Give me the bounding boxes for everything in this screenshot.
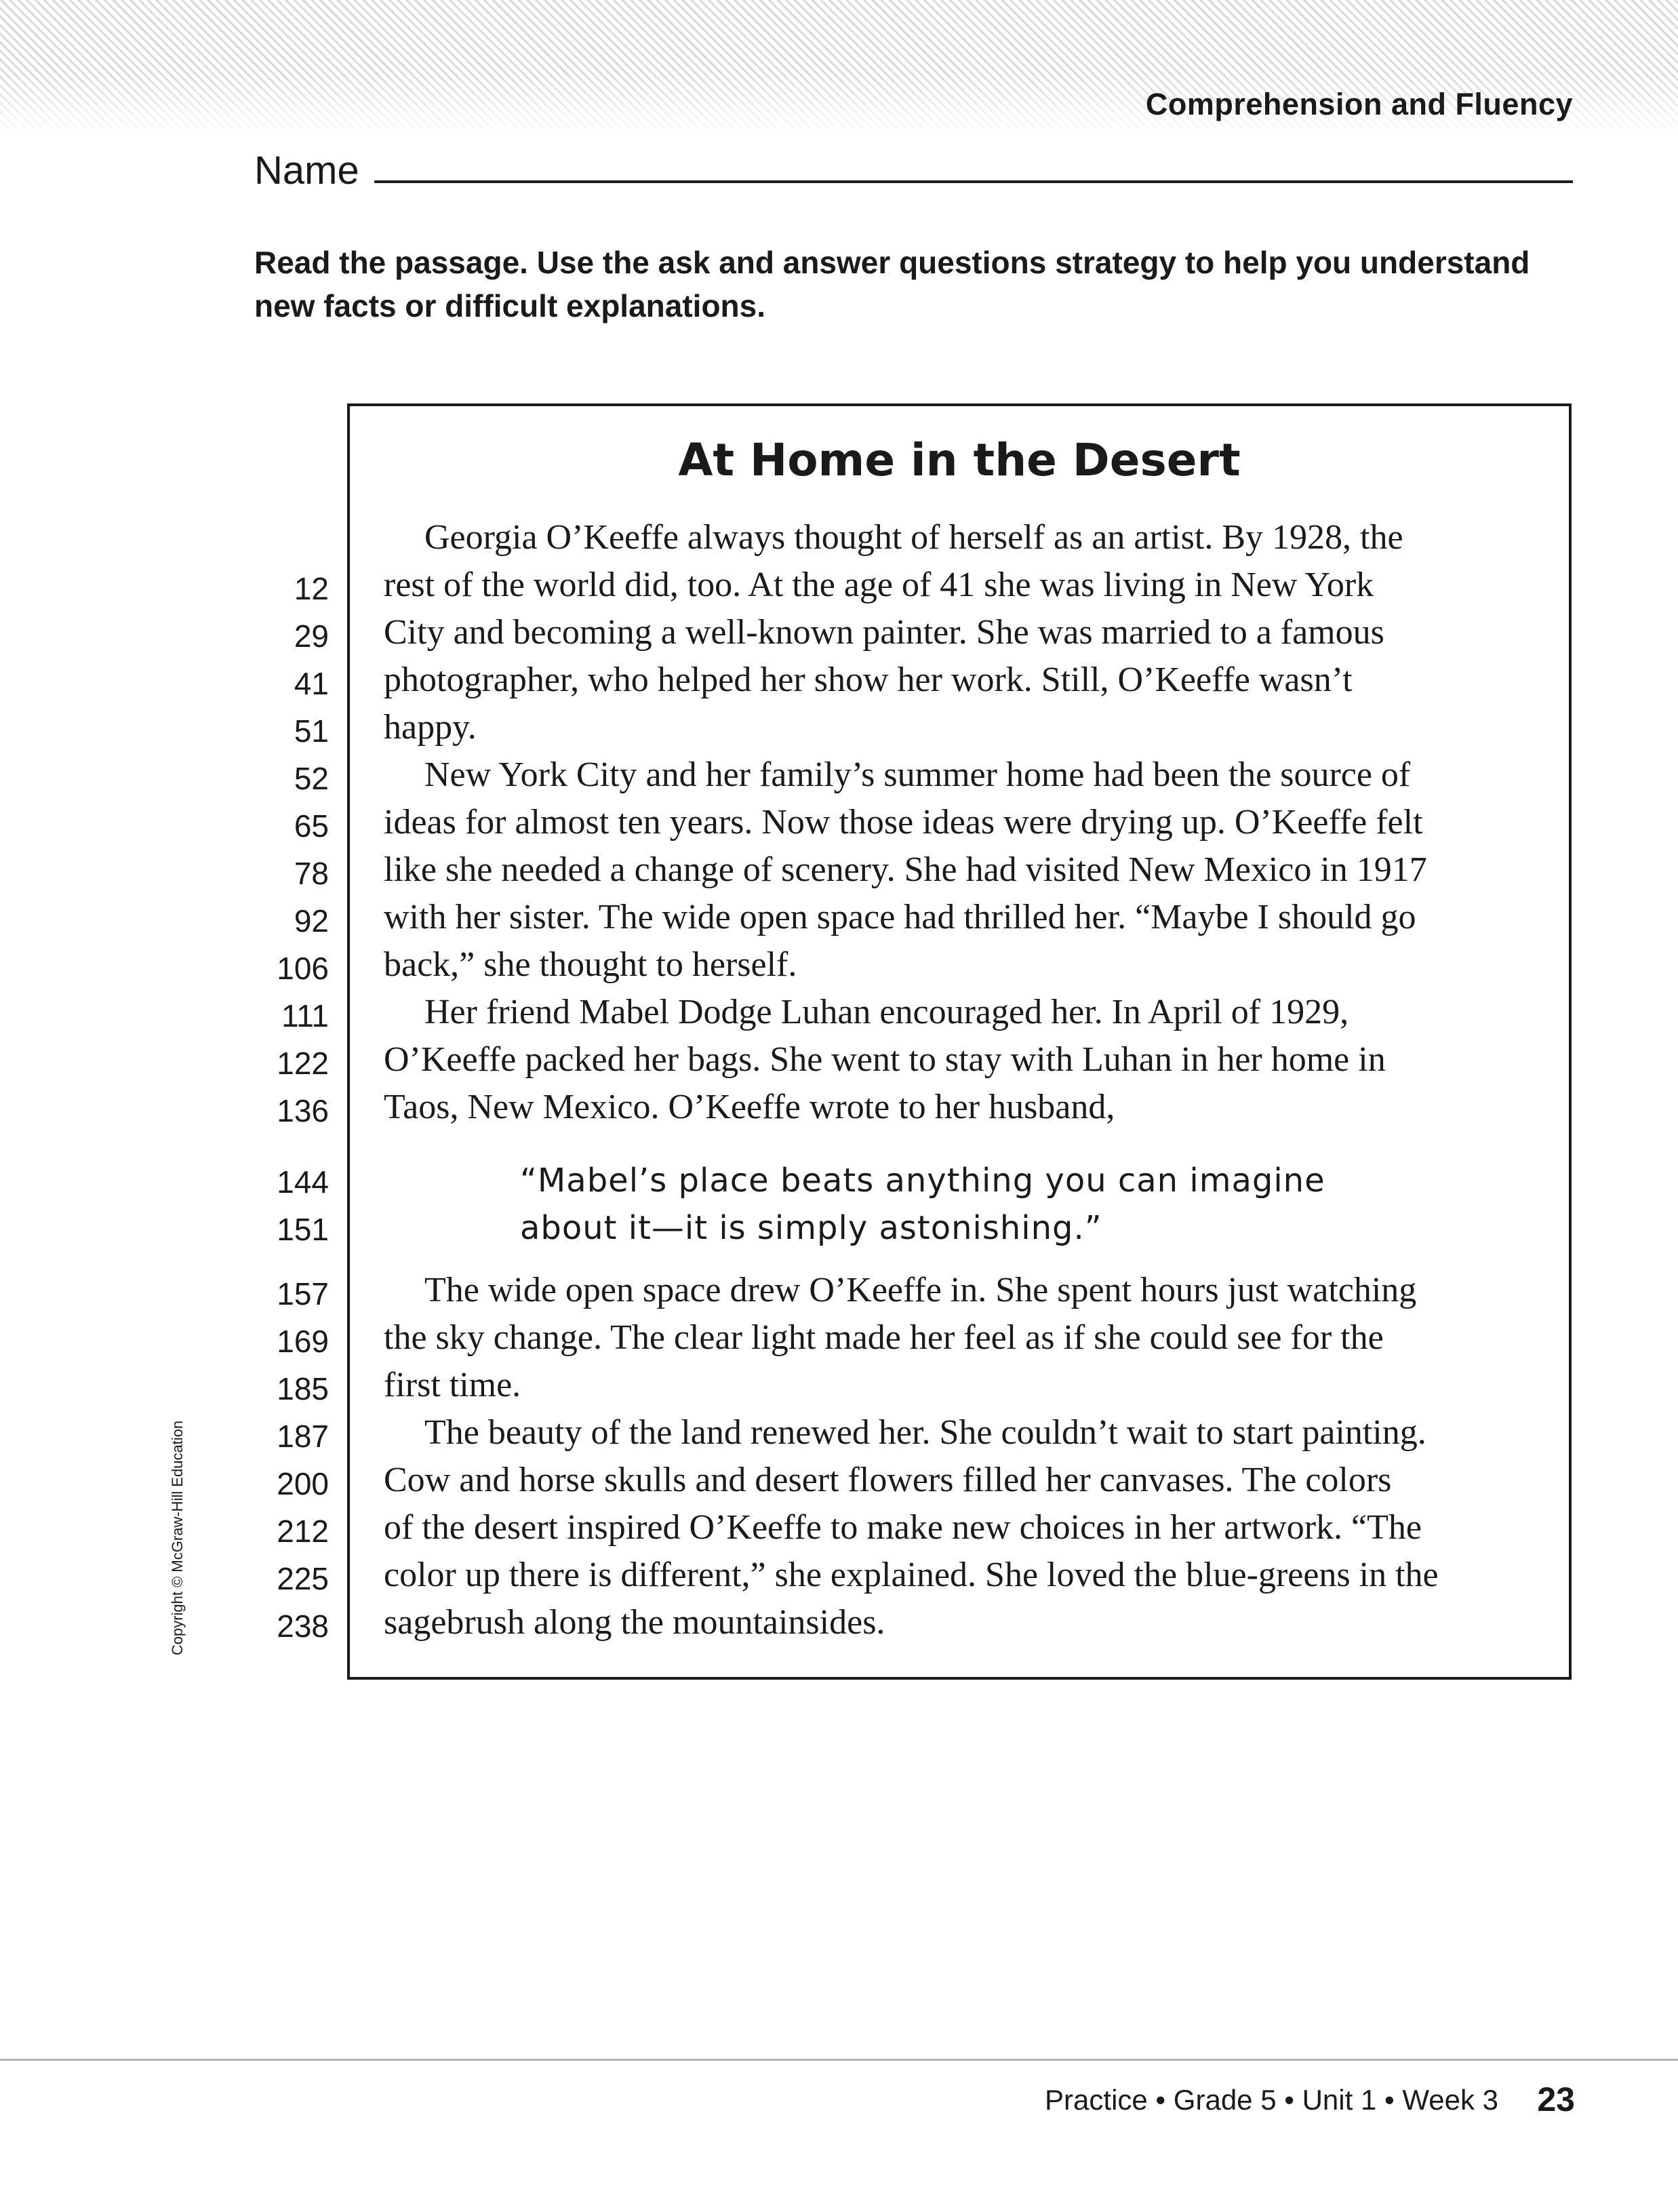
word-count: 12	[294, 571, 329, 606]
name-line	[374, 180, 1573, 183]
passage-line: City and becoming a well-known painter. She was married to a famous	[384, 613, 1384, 652]
word-count: 78	[294, 856, 329, 891]
word-count: 185	[277, 1371, 329, 1406]
word-count: 169	[277, 1324, 329, 1359]
passage-line: Cow and horse skulls and desert flowers filled her canvases. The colors	[384, 1461, 1392, 1499]
name-label: Name	[254, 149, 359, 193]
passage-line: New York City and her family’s summer home had been the source of	[424, 755, 1411, 794]
passage-line: The beauty of the land renewed her. She couldn’t wait to start painting.	[424, 1413, 1426, 1452]
passage-line: Taos, New Mexico. O’Keeffe wrote to her husband,	[384, 1088, 1115, 1126]
passage-title: At Home in the Desert	[678, 434, 1241, 486]
word-count: 200	[277, 1466, 329, 1501]
word-count: 225	[277, 1561, 329, 1596]
word-count: 144	[277, 1164, 329, 1200]
word-count: 51	[294, 713, 329, 749]
word-count: 122	[277, 1046, 329, 1081]
section-label: Comprehension and Fluency	[1145, 87, 1573, 121]
passage-line: O’Keeffe packed her bags. She went to stay with Luhan in her home in	[384, 1040, 1386, 1079]
word-count: 52	[294, 761, 329, 796]
word-count: 157	[277, 1276, 329, 1311]
passage-line: first time.	[384, 1366, 521, 1404]
instructions: Read the passage. Use the ask and answer questions strategy to help you understand new facts or difficult explanations.	[254, 245, 1530, 323]
passage-line: rest of the world did, too. At the age of 41 she was living in New York	[384, 566, 1374, 604]
passage-line: happy.	[384, 708, 477, 747]
word-count: 151	[277, 1212, 329, 1247]
passage-line: sagebrush along the mountainsides.	[384, 1603, 885, 1642]
word-count: 136	[277, 1093, 329, 1128]
passage-line: Her friend Mabel Dodge Luhan encouraged her. In April of 1929,	[424, 993, 1349, 1031]
passage-line: color up there is different,” she explained. She loved the blue-greens in the	[384, 1556, 1439, 1594]
copyright-notice: Copyright © McGraw-Hill Education	[169, 1420, 186, 1656]
passage-line: The wide open space drew O’Keeffe in. She spent hours just watching	[424, 1271, 1417, 1309]
word-count: 106	[277, 951, 329, 986]
footer-course-info: Practice • Grade 5 • Unit 1 • Week 3	[1045, 2084, 1498, 2116]
word-count: 212	[277, 1514, 329, 1549]
passage-line: with her sister. The wide open space had thrilled her. “Maybe I should go	[384, 898, 1416, 936]
footer-rule	[0, 2059, 1678, 2061]
passage-line: photographer, who helped her show her work. Still, O’Keeffe wasn’t	[384, 660, 1353, 699]
word-count: 187	[277, 1419, 329, 1454]
word-count: 65	[294, 808, 329, 844]
word-count: 238	[277, 1608, 329, 1644]
word-count: 29	[294, 618, 329, 654]
passage-line: the sky change. The clear light made her feel as if she could see for the	[384, 1318, 1384, 1357]
passage-line: Georgia O’Keeffe always thought of herself as an artist. By 1928, the	[424, 518, 1403, 557]
page-number: 23	[1537, 2080, 1575, 2118]
word-count: 111	[281, 998, 329, 1033]
quote-line: “Mabel’s place beats anything you can imagine	[520, 1162, 1325, 1200]
passage-line: back,” she thought to herself.	[384, 945, 797, 984]
quote-line: about it—it is simply astonishing.”	[520, 1209, 1102, 1247]
passage-line: ideas for almost ten years. Now those ideas were drying up. O’Keeffe felt	[384, 803, 1423, 842]
word-count: 92	[294, 903, 329, 939]
word-count: 41	[294, 666, 329, 701]
passage-line: like she needed a change of scenery. She had visited New Mexico in 1917	[384, 850, 1427, 889]
passage-line: of the desert inspired O’Keeffe to make new choices in her artwork. “The	[384, 1508, 1422, 1547]
